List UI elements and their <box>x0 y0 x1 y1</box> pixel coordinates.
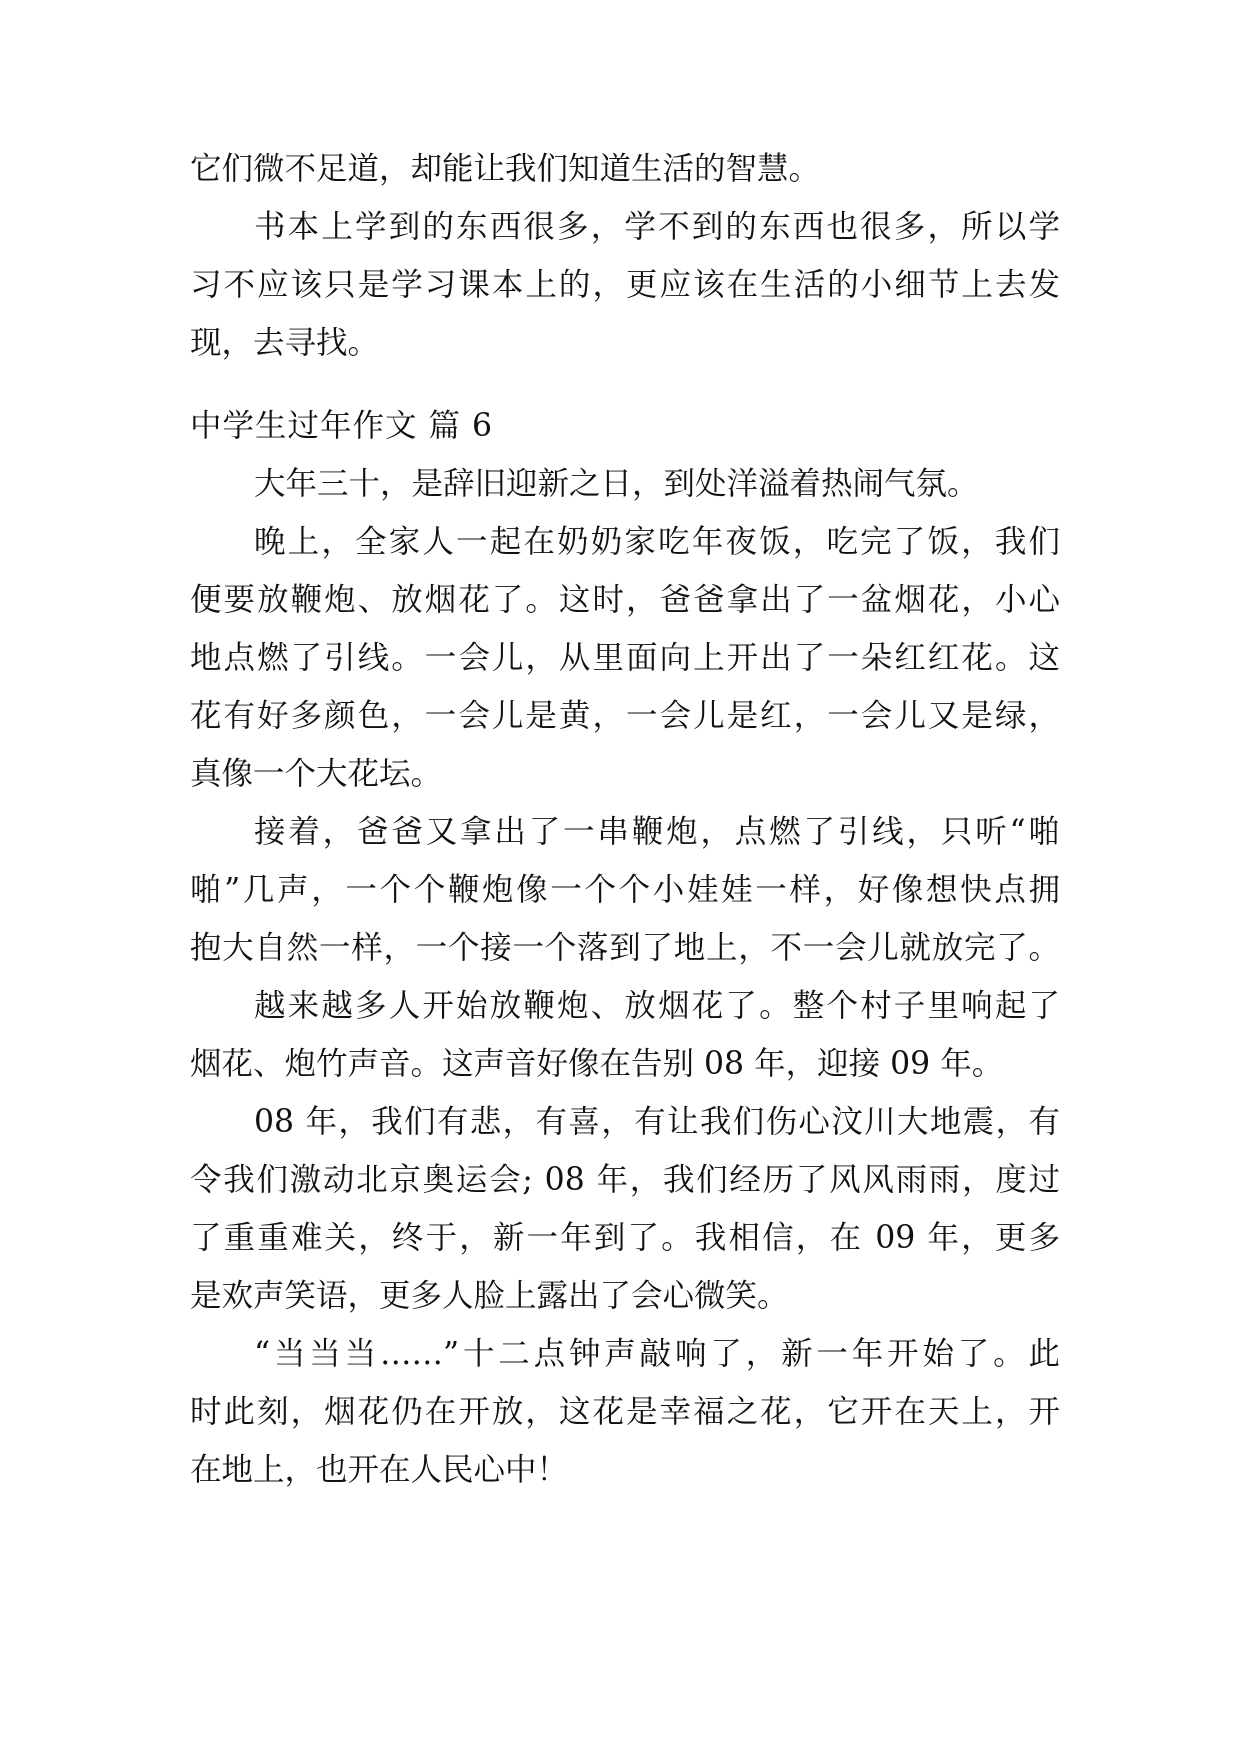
text-line: 地点燃了引线。一会儿，从里面向上开出了一朵红红花。这 <box>190 640 1060 676</box>
text-line: 它们微不足道，却能让我们知道生活的智慧。 <box>190 151 821 187</box>
text-line: 在地上，也开在人民心中！ <box>190 1452 569 1488</box>
text-line: 啪”几声，一个个鞭炮像一个个小娃娃一样，好像想快点拥 <box>190 872 1060 908</box>
text-line: 08 年，我们有悲，有喜，有让我们伤心汶川大地震，有 <box>254 1104 1060 1140</box>
text-line: 越来越多人开始放鞭炮、放烟花了。整个村子里响起了 <box>254 988 1060 1024</box>
text-line: 大年三十，是辞旧迎新之日，到处洋溢着热闹气氛。 <box>254 466 979 502</box>
text-line: 时此刻，烟花仍在开放，这花是幸福之花，它开在天上，开 <box>190 1394 1060 1430</box>
text-line: 现，去寻找。 <box>190 325 380 361</box>
text-line: 烟花、炮竹声音。这声音好像在告别 08 年，迎接 09 年。 <box>190 1046 1004 1082</box>
text-line: 真像一个大花坛。 <box>190 756 443 792</box>
text-line: 抱大自然一样，一个接一个落到了地上，不一会儿就放完了。 <box>190 930 1060 966</box>
text-line: “当当当……”十二点钟声敲响了，新一年开始了。此 <box>254 1336 1060 1372</box>
text-line: 习不应该只是学习课本上的，更应该在生活的小细节上去发 <box>190 267 1060 303</box>
text-line: 便要放鞭炮、放烟花了。这时，爸爸拿出了一盆烟花，小心 <box>190 582 1060 618</box>
text-line: 了重重难关，终于，新一年到了。我相信，在 09 年，更多 <box>190 1220 1060 1256</box>
text-line: 接着，爸爸又拿出了一串鞭炮，点燃了引线，只听“啪 <box>254 814 1060 850</box>
text-line: 书本上学到的东西很多，学不到的东西也很多，所以学 <box>254 209 1060 245</box>
text-line: 是欢声笑语，更多人脸上露出了会心微笑。 <box>190 1278 789 1314</box>
text-line: 晚上，全家人一起在奶奶家吃年夜饭，吃完了饭，我们 <box>254 524 1060 560</box>
text-line: 花有好多颜色，一会儿是黄，一会儿是红，一会儿又是绿， <box>190 698 1060 734</box>
section-heading: 中学生过年作文 篇 6 <box>190 408 494 444</box>
text-line: 令我们激动北京奥运会; 08 年，我们经历了风风雨雨，度过 <box>190 1162 1060 1198</box>
